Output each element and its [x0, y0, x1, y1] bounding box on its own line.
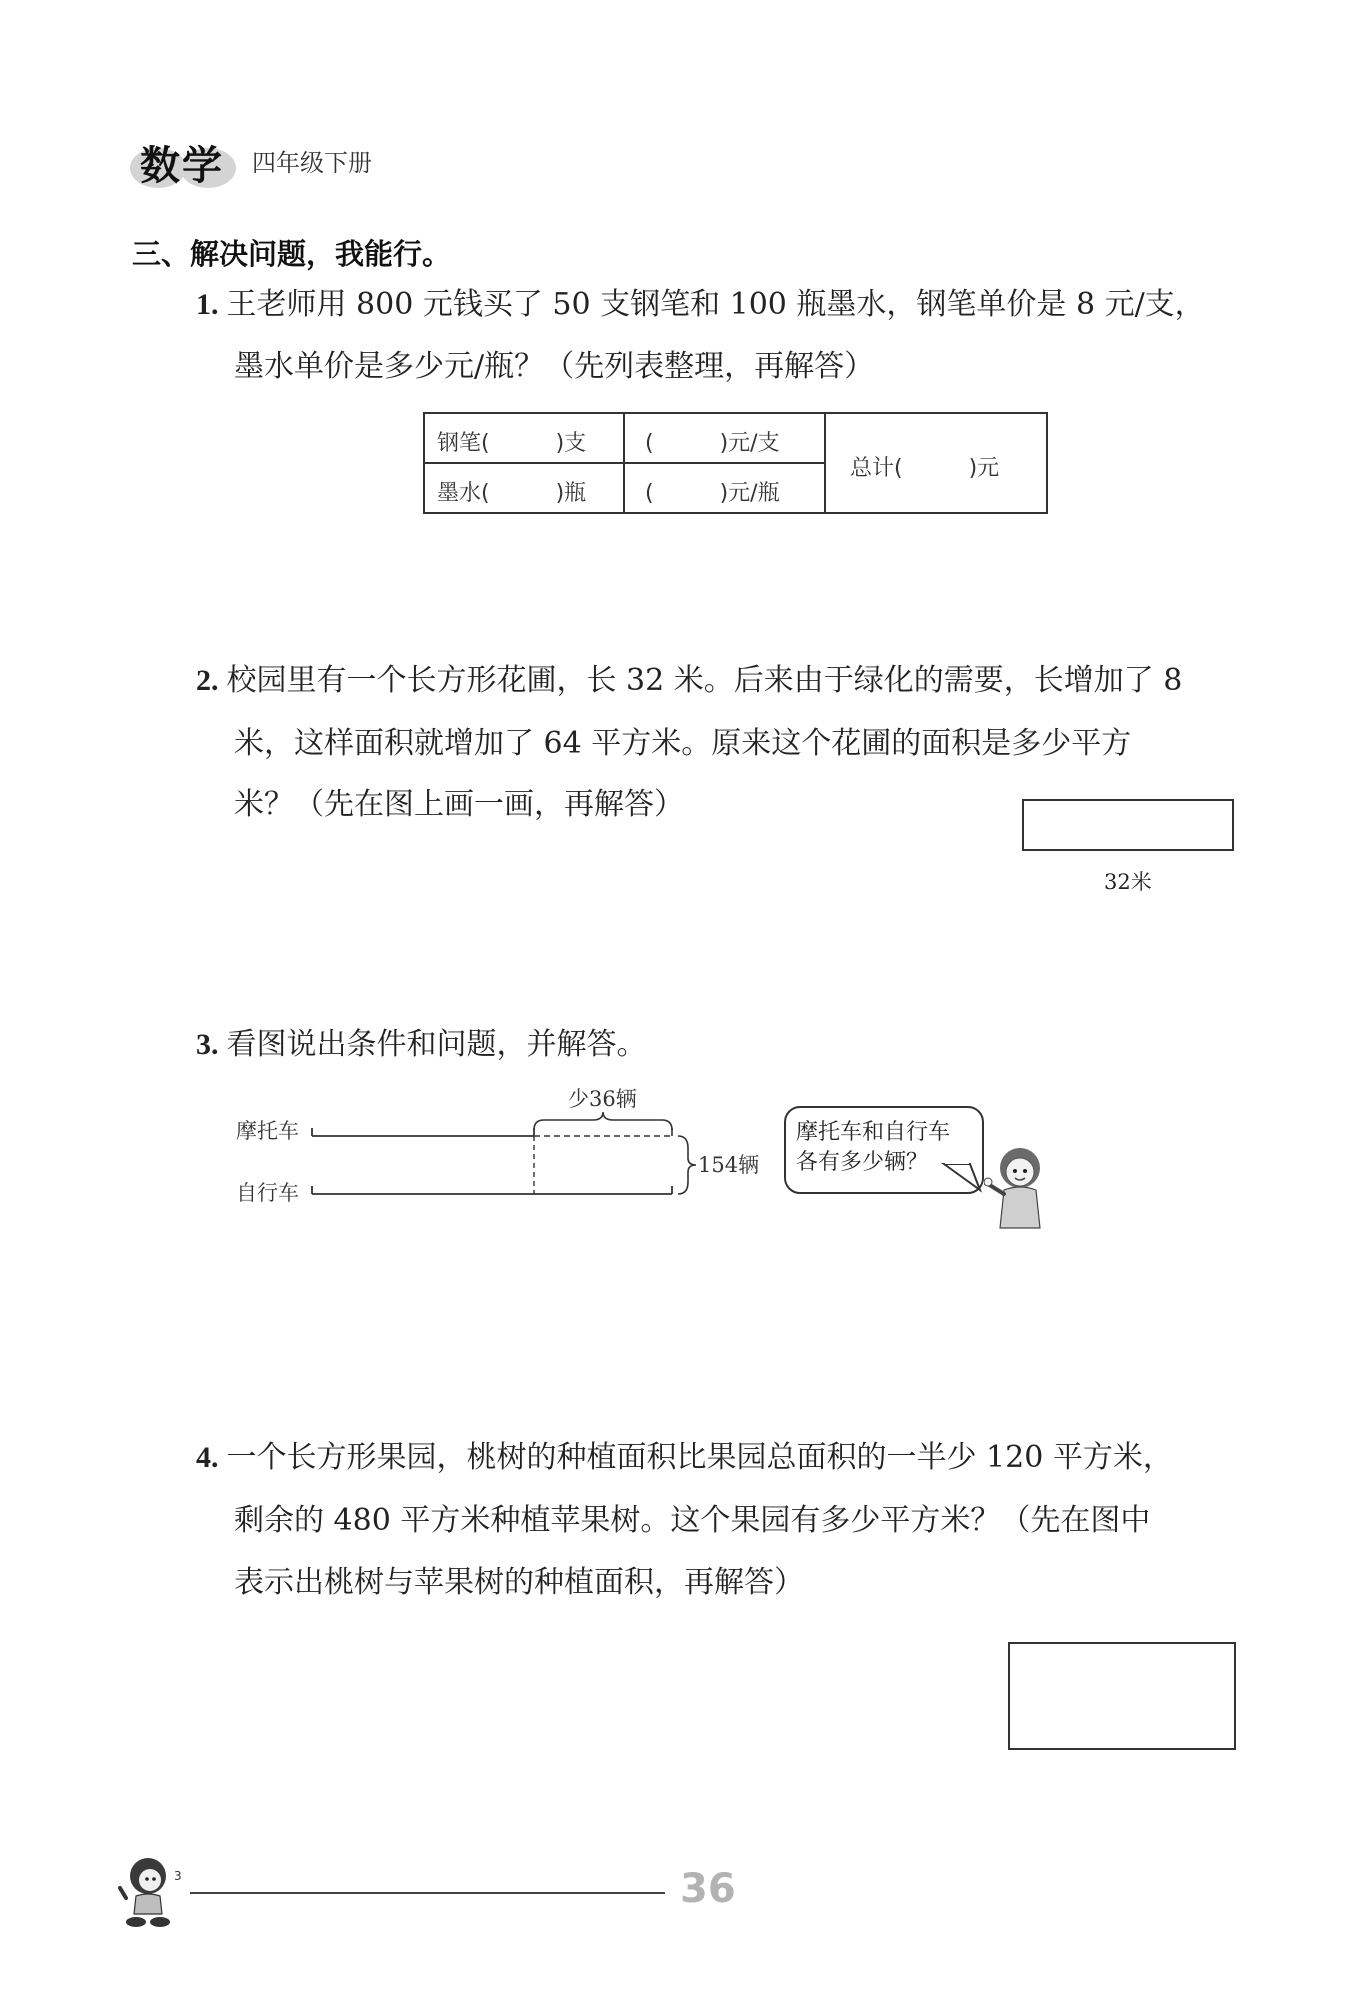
line-segment-diagram [222, 1076, 782, 1226]
table-cell-ink-price: ( )元/瓶 [645, 481, 780, 506]
less-36-label: 少36辆 [568, 1087, 637, 1111]
girl-icon [984, 1140, 1054, 1230]
flowerbed-rectangle [1022, 799, 1234, 851]
flowerbed-length-label: 32米 [1104, 870, 1152, 894]
table-cell-pen-count: 钢笔( )支 [437, 431, 587, 456]
q3-text-1: 看图说出条件和问题，并解答。 [226, 1027, 647, 1062]
section-title: 三、解决问题，我能行。 [132, 237, 452, 271]
speech-text [796, 1118, 950, 1178]
speech-line-1: 摩托车和自行车 [796, 1120, 951, 1145]
page-number: 36 [680, 1866, 736, 1912]
q3-number: 3. [196, 1028, 219, 1061]
speech-line-2: 各有多少辆？ [796, 1150, 929, 1175]
q2-line-1 [196, 663, 1183, 698]
q1-line-1 [196, 287, 1205, 322]
grade-label: 四年级下册 [252, 149, 372, 177]
footer-rule [190, 1892, 665, 1894]
table-cell-ink-count: 墨水( )瓶 [437, 481, 587, 506]
q2-line-2: 米，这样面积就增加了 64 平方米。原来这个花圃的面积是多少平方 [234, 726, 1132, 761]
less-brace [534, 1112, 672, 1130]
q1-number: 1. [196, 288, 219, 321]
subject-title: 数学 [140, 143, 224, 189]
total-brace [678, 1136, 696, 1194]
table-divider [623, 414, 625, 512]
q4-line-2: 剩余的 480 平方米种植苹果树。这个果园有多少平方米？（先在图中 [234, 1503, 1151, 1538]
q1-line-2: 墨水单价是多少元/瓶？（先列表整理，再解答） [234, 349, 875, 384]
table-cell-total: 总计( )元 [850, 456, 1000, 481]
q2-line-3: 米？（先在图上画一画，再解答） [234, 787, 684, 822]
svg-text:3: 3 [174, 1869, 182, 1883]
q2-number: 2. [196, 664, 219, 697]
table-cell-pen-price: ( )元/支 [645, 431, 780, 456]
motorcycle-label: 摩托车 [236, 1119, 299, 1143]
table-divider [824, 414, 826, 512]
total-154-label: 154辆 [698, 1153, 760, 1177]
orchard-rectangle [1008, 1642, 1236, 1750]
q4-line-3: 表示出桃树与苹果树的种植面积，再解答） [234, 1565, 804, 1600]
q3-line-1 [196, 1027, 647, 1062]
q4-line-1 [196, 1440, 1173, 1475]
q4-number: 4. [196, 1441, 219, 1474]
q1-text-1: 王老师用 800 元钱买了 50 支钢笔和 100 瓶墨水，钢笔单价是 8 元/支， [226, 287, 1205, 322]
q1-table [423, 412, 1048, 514]
q2-text-1: 校园里有一个长方形花圃，长 32 米。后来由于绿化的需要，长增加了 8 [226, 663, 1183, 698]
bicycle-label: 自行车 [236, 1181, 299, 1205]
q4-text-1: 一个长方形果园，桃树的种植面积比果园总面积的一半少 120 平方米， [226, 1440, 1173, 1475]
mascot-icon [118, 1852, 192, 1928]
